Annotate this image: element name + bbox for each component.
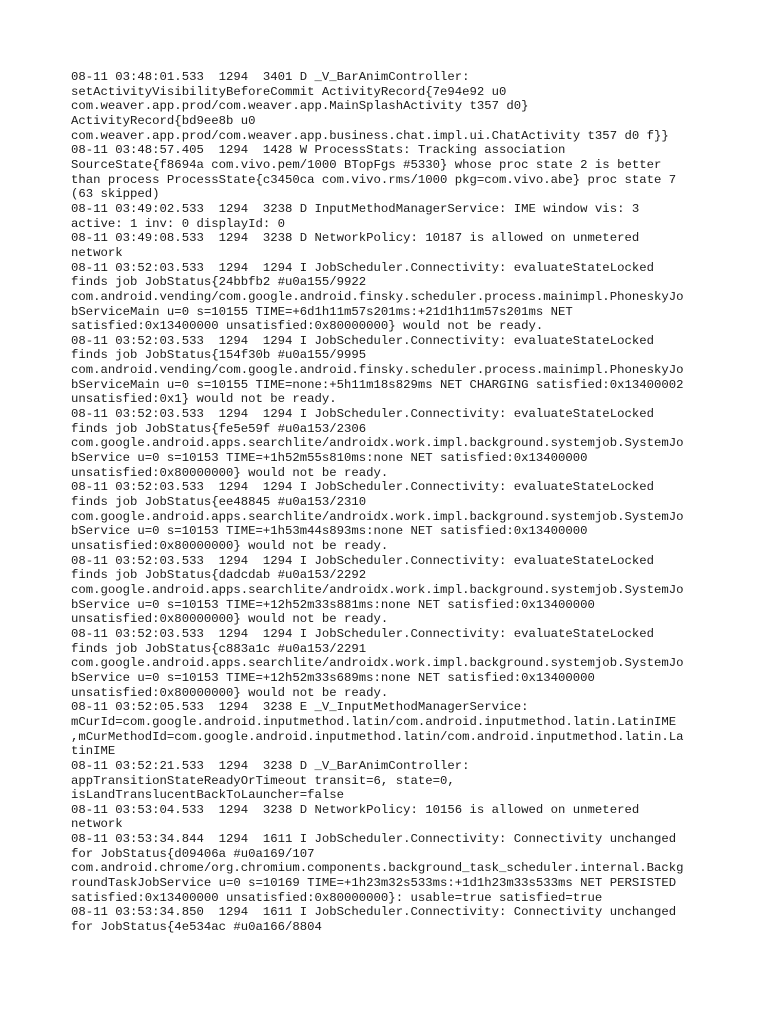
- log-line: 08-11 03:48:57.405 1294 1428 W ProcessStats: Tracking association: [71, 143, 566, 158]
- log-line: 08-11 03:52:21.533 1294 3238 D _V_BarAnimController:: [71, 758, 470, 773]
- log-line: active: 1 inv: 0 displayId: 0: [71, 216, 286, 231]
- log-line: ActivityRecord{bd9ee8b u0: [71, 113, 256, 128]
- log-line: bServiceMain u=0 s=10155 TIME=none:+5h11m18s829ms NET CHARGING satisfied:0x13400002: [71, 377, 684, 392]
- log-line: (63 skipped): [71, 187, 160, 202]
- log-line: bService u=0 s=10153 TIME=+1h53m44s893ms:none NET satisfied:0x13400000: [71, 524, 588, 539]
- log-line: satisfied:0x13400000 unsatisfied:0x80000000} would not be ready.: [71, 319, 544, 334]
- log-line: roundTaskJobService u=0 s=10169 TIME=+1h23m32s533ms:+1d1h23m33s533ms NET PERSISTED: [71, 876, 677, 891]
- log-line: isLandTranslucentBackToLauncher=false: [71, 788, 345, 803]
- log-line: mCurId=com.google.android.inputmethod.latin/com.android.inputmethod.latin.LatinIME: [71, 714, 677, 729]
- log-line: 08-11 03:52:03.533 1294 1294 I JobScheduler.Connectivity: evaluateStateLocked: [71, 626, 654, 641]
- log-line: com.google.android.apps.searchlite/androidx.work.impl.background.systemjob.SystemJo: [71, 582, 684, 597]
- log-line: com.google.android.apps.searchlite/androidx.work.impl.background.systemjob.SystemJo: [71, 656, 684, 671]
- log-line: bService u=0 s=10153 TIME=+12h52m33s881ms:none NET satisfied:0x13400000: [71, 597, 595, 612]
- log-line: 08-11 03:53:04.533 1294 3238 D NetworkPolicy: 10156 is allowed on unmetered: [71, 802, 640, 817]
- log-document: [71, 70, 711, 935]
- log-line: bService u=0 s=10153 TIME=+1h52m55s810ms:none NET satisfied:0x13400000: [71, 451, 588, 466]
- log-line: 08-11 03:53:34.844 1294 1611 I JobScheduler.Connectivity: Connectivity unchanged: [71, 832, 677, 847]
- log-line: 08-11 03:49:08.533 1294 3238 D NetworkPolicy: 10187 is allowed on unmetered: [71, 231, 640, 246]
- log-line: 08-11 03:48:01.533 1294 3401 D _V_BarAnimController:: [71, 70, 470, 84]
- log-line: unsatisfied:0x80000000} would not be ready.: [71, 465, 389, 480]
- log-line: 08-11 03:53:34.850 1294 1611 I JobScheduler.Connectivity: Connectivity unchanged: [71, 905, 677, 920]
- log-line: than process ProcessState{c3450ca com.vivo.rms/1000 pkg=com.vivo.abe} proc state 7: [71, 172, 677, 187]
- log-line: 08-11 03:52:03.533 1294 1294 I JobScheduler.Connectivity: evaluateStateLocked: [71, 407, 654, 422]
- log-line: satisfied:0x13400000 unsatisfied:0x80000000}: usable=true satisfied=true: [71, 890, 603, 905]
- log-line: for JobStatus{d09406a #u0a169/107: [71, 846, 315, 861]
- log-line: 08-11 03:52:05.533 1294 3238 E _V_InputMethodManagerService:: [71, 700, 529, 715]
- log-line: 08-11 03:52:03.533 1294 1294 I JobScheduler.Connectivity: evaluateStateLocked: [71, 480, 654, 495]
- log-line: finds job JobStatus{fe5e59f #u0a153/2306: [71, 421, 367, 436]
- log-line: com.android.chrome/org.chromium.components.background_task_scheduler.internal.Backg: [71, 861, 684, 876]
- log-line: setActivityVisibilityBeforeCommit ActivityRecord{7e94e92 u0: [71, 84, 507, 99]
- log-line: finds job JobStatus{dadcdab #u0a153/2292: [71, 568, 367, 583]
- log-line: unsatisfied:0x80000000} would not be ready.: [71, 539, 389, 553]
- log-line: appTransitionStateReadyOrTimeout transit=6, state=0,: [71, 773, 455, 788]
- log-line: for JobStatus{4e534ac #u0a166/8804: [71, 920, 322, 935]
- log-line: bServiceMain u=0 s=10155 TIME=+6d1h11m57s201ms:+21d1h11m57s201ms NET: [71, 304, 573, 319]
- log-line: 08-11 03:52:03.533 1294 1294 I JobScheduler.Connectivity: evaluateStateLocked: [71, 333, 654, 348]
- log-line: com.android.vending/com.google.android.finsky.scheduler.process.mainimpl.PhoneskyJo: [71, 363, 684, 378]
- log-line: finds job JobStatus{c883a1c #u0a153/2291: [71, 641, 367, 656]
- log-line: finds job JobStatus{154f30b #u0a155/9995: [71, 348, 367, 363]
- log-line: finds job JobStatus{ee48845 #u0a153/2310: [71, 495, 367, 510]
- log-line: com.android.vending/com.google.android.finsky.scheduler.process.mainimpl.PhoneskyJo: [71, 289, 684, 304]
- log-line: 08-11 03:49:02.533 1294 3238 D InputMethodManagerService: IME window vis: 3: [71, 201, 640, 216]
- log-line: network: [71, 817, 123, 832]
- log-line: bService u=0 s=10153 TIME=+12h52m33s689ms:none NET satisfied:0x13400000: [71, 670, 595, 685]
- log-line: unsatisfied:0x80000000} would not be ready.: [71, 612, 389, 627]
- log-line: 08-11 03:52:03.533 1294 1294 I JobScheduler.Connectivity: evaluateStateLocked: [71, 553, 654, 568]
- log-line: com.weaver.app.prod/com.weaver.app.MainSplashActivity t357 d0}: [71, 99, 529, 114]
- log-line: ,mCurMethodId=com.google.android.inputmethod.latin/com.android.inputmethod.latin.La: [71, 729, 684, 744]
- log-line: com.weaver.app.prod/com.weaver.app.business.chat.impl.ui.ChatActivity t357 d0 f}}: [71, 128, 669, 143]
- log-line: unsatisfied:0x80000000} would not be ready.: [71, 685, 389, 700]
- log-line: 08-11 03:52:03.533 1294 1294 I JobScheduler.Connectivity: evaluateStateLocked: [71, 260, 654, 275]
- log-line: tinIME: [71, 744, 116, 759]
- log-line: com.google.android.apps.searchlite/androidx.work.impl.background.systemjob.SystemJo: [71, 509, 684, 524]
- log-line: com.google.android.apps.searchlite/androidx.work.impl.background.systemjob.SystemJo: [71, 436, 684, 451]
- log-line: network: [71, 245, 123, 260]
- log-line: finds job JobStatus{24bbfb2 #u0a155/9922: [71, 275, 367, 290]
- log-line: SourceState{f8694a com.vivo.pem/1000 BTopFgs #5330} whose proc state 2 is better: [71, 157, 662, 172]
- log-line: unsatisfied:0x1} would not be ready.: [71, 392, 337, 407]
